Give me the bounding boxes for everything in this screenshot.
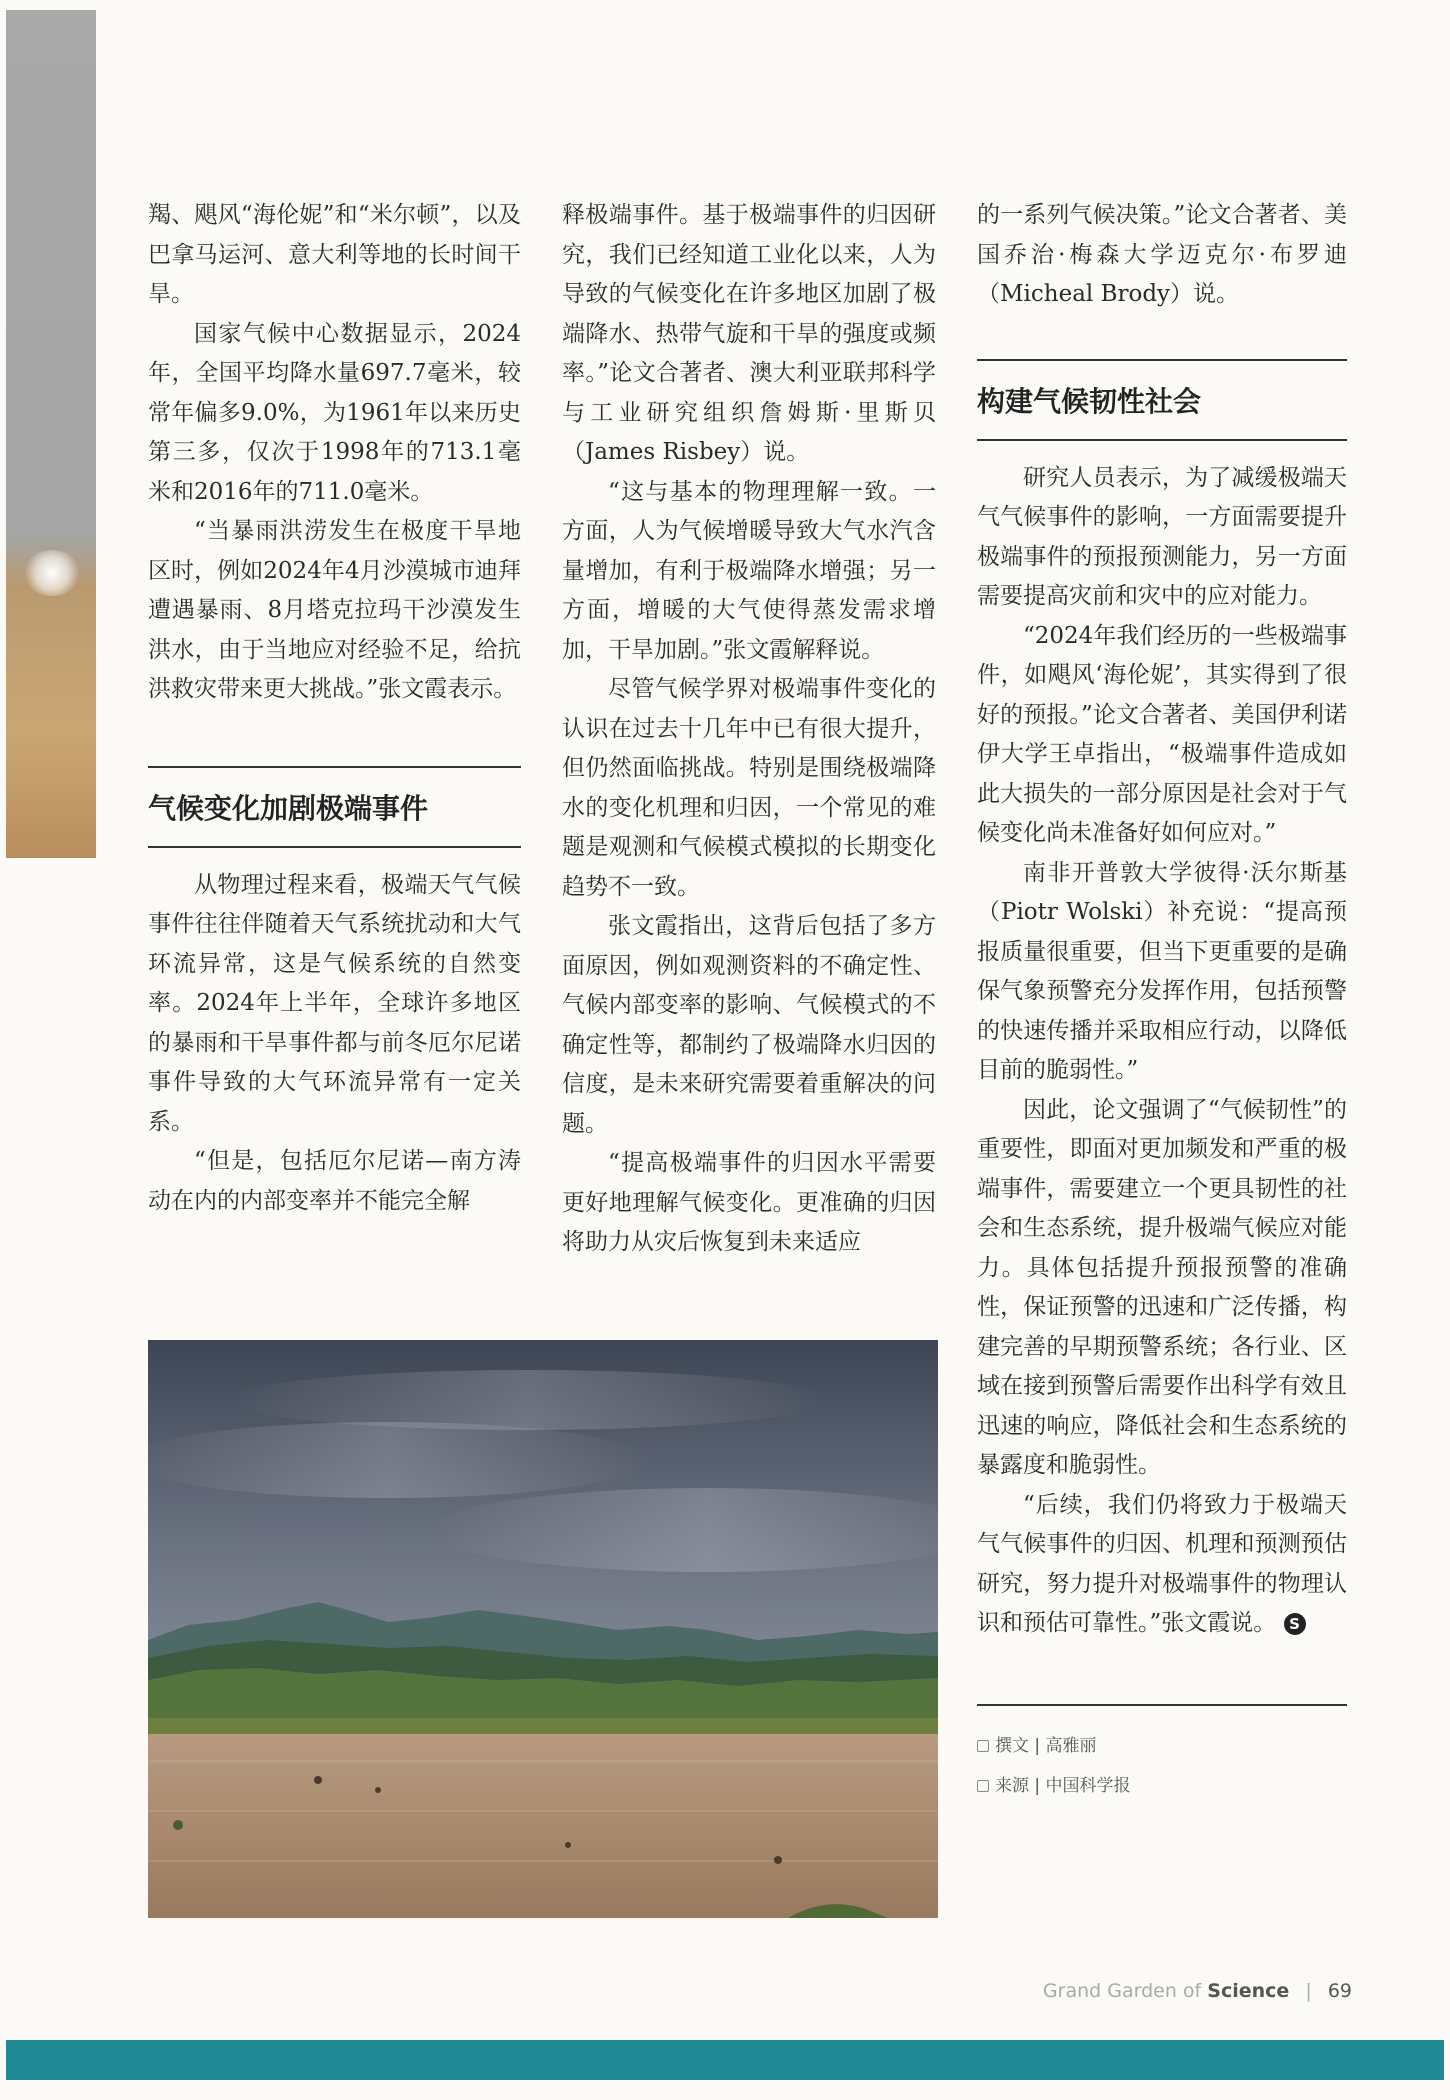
column-3 <box>977 196 1347 1806</box>
paragraph: “这与基本的物理理解一致。一方面，人为气候增暖导致大气水汽含量增加，有利于极端降水增强；另一方面，增暖的大气使得蒸发需求增加，干旱加剧。”张文霞解释说。 <box>562 478 936 663</box>
bullet-icon <box>977 1780 989 1792</box>
section-title: 气候变化加剧极端事件 <box>148 766 521 848</box>
paragraph: 释极端事件。基于极端事件的归因研究，我们已经知道工业化以来，人为导致的气候变化在许多地区加剧了极端降水、热带气旋和干旱的强度或频率。”论文合著者、澳大利亚联邦科学与工业研究组织詹姆斯·里斯贝（James Risbey）说。 <box>562 202 936 465</box>
paragraph: 尽管气候学界对极端事件变化的认识在过去十几年中已有很大提升，但仍然面临挑战。特别是围绕极端降水的变化机理和归因，一个常见的难题是观测和气候模式模拟的长期变化趋势不一致。 <box>562 676 936 900</box>
paragraph: 南非开普敦大学彼得·沃尔斯基（Piotr Wolski）补充说：“提高预报质量很重要，但当下更重要的是确保气象预警充分发挥作用，包括预警的快速传播并采取相应行动，以降低目前的脆弱性。” <box>977 859 1347 1083</box>
page-footer <box>1043 1980 1352 2002</box>
flood-landscape-photo <box>148 1340 938 1918</box>
decorative-photo-strip <box>6 10 96 858</box>
page-number: 69 <box>1327 1980 1352 2002</box>
paragraph: “提高极端事件的归因水平需要更好地理解气候变化。更准确的归因将助力从灾后恢复到未来适应 <box>562 1150 936 1255</box>
column-1 <box>148 196 521 1221</box>
paragraph: 因此，论文强调了“气候韧性”的重要性，即面对更加频发和严重的极端事件，需要建立一个更具韧性的社会和生态系统，提升极端气候应对能力。具体包括提升预报预警的准确性，保证预警的迅速和广泛传播，构建完善的早期预警系统；各行业、区域在接到预警后需要作出科学有效且迅速的响应，降低社会和生态系统的暴露度和脆弱性。 <box>977 1096 1347 1478</box>
paragraph-text: “后续，我们仍将致力于极端天气气候事件的归因、机理和预测预估研究，努力提升对极端事件的物理认识和预估可靠性。”张文霞说。 <box>977 1491 1347 1636</box>
paragraph: 羯、飓风“海伦妮”和“米尔顿”，以及巴拿马运河、意大利等地的长时间干旱。 <box>148 202 521 307</box>
paragraph: 的一系列气候决策。”论文合著者、美国乔治·梅森大学迈克尔·布罗迪（Micheal Brody）说。 <box>977 202 1347 307</box>
credit-source <box>977 1766 1347 1806</box>
paragraph: 张文霞指出，这背后包括了多方面原因，例如观测资料的不确定性、气候内部变率的影响、气候模式的不确定性等，都制约了极端降水归因的信度，是未来研究需要着重解决的问题。 <box>562 913 936 1137</box>
column-2 <box>562 196 936 1263</box>
paragraph: “但是，包括厄尔尼诺—南方涛动在内的内部变率并不能完全解 <box>148 1148 521 1214</box>
credit-writer <box>977 1726 1347 1766</box>
credits <box>977 1704 1347 1806</box>
section-title: 构建气候韧性社会 <box>977 359 1347 441</box>
bullet-icon <box>977 1740 989 1752</box>
paragraph: 从物理过程来看，极端天气气候事件往往伴随着天气系统扰动和大气环流异常，这是气候系统的自然变率。2024年上半年，全球许多地区的暴雨和干旱事件都与前冬厄尔尼诺事件导致的大气环流异常有一定关系。 <box>148 871 521 1135</box>
footer-separator: | <box>1305 1980 1312 2002</box>
paragraph-last <box>977 1486 1347 1644</box>
credit-source-text: 来源 | 中国科学报 <box>995 1775 1131 1796</box>
footer-science: Science <box>1207 1980 1290 2002</box>
credit-writer-text: 撰文 | 高雅丽 <box>995 1735 1097 1756</box>
footer-brand: Grand Garden of <box>1042 1980 1202 2002</box>
bottom-accent-bar <box>6 2040 1444 2080</box>
paragraph: “当暴雨洪涝发生在极度干旱地区时，例如2024年4月沙漠城市迪拜遭遇暴雨、8月塔克拉玛干沙漠发生洪水，由于当地应对经验不足，给抗洪救灾带来更大挑战。”张文霞表示。 <box>148 518 521 702</box>
sun-glow <box>24 550 80 596</box>
end-mark-icon: S <box>1284 1613 1306 1635</box>
paragraph: 国家气候中心数据显示，2024年，全国平均降水量697.7毫米，较常年偏多9.0%，为1961年以来历史第三多，仅次于1998年的713.1毫米和2016年的711.0毫米。 <box>148 320 521 505</box>
paragraph: 研究人员表示，为了减缓极端天气气候事件的影响，一方面需要提升极端事件的预报预测能力，另一方面需要提高灾前和灾中的应对能力。 <box>977 464 1347 609</box>
paragraph: “2024年我们经历的一些极端事件，如飓风‘海伦妮’，其实得到了很好的预报。”论文合著者、美国伊利诺伊大学王卓指出，“极端事件造成如此大损失的一部分原因是社会对于气候变化尚未准备好如何应对。” <box>977 622 1347 846</box>
